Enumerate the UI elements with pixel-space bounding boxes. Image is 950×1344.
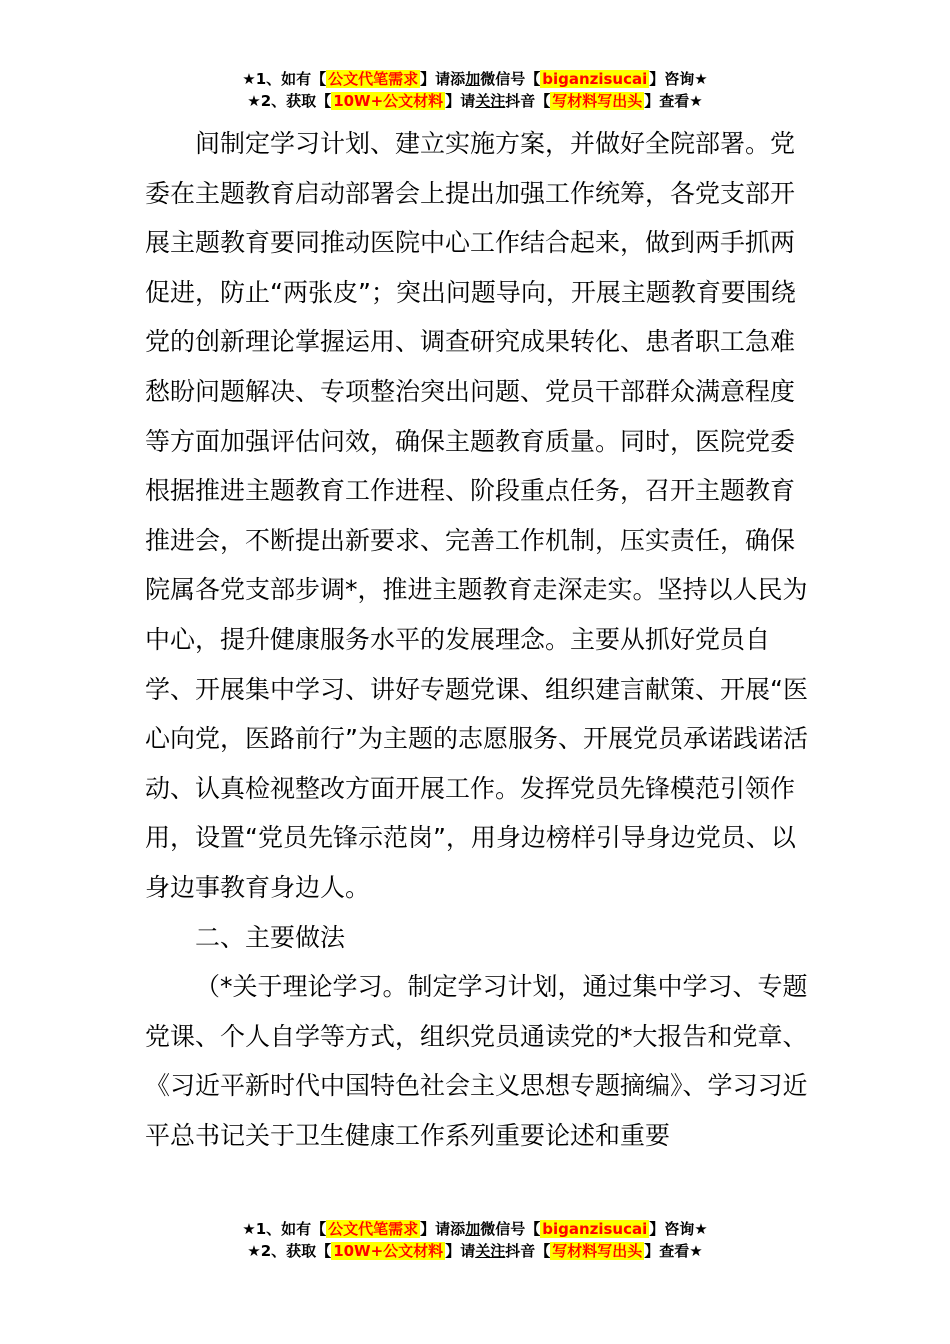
header-notice: [0, 68, 950, 112]
paragraph: （*关于理论学习。制定学习计划，通过集中学习、专题党课、个人自学等方式，组织党员通读党的*大报告和党章、《习近平新时代中国特色社会主义思想专题摘编》、学习习近平总书记关于卫生健康工作系列重要论述和重要: [145, 972, 808, 1150]
notice-text: 抖音【: [505, 1242, 551, 1260]
footer-notice: [0, 1218, 950, 1262]
notice-text: 】请添: [420, 70, 466, 88]
underlined-text: 加: [465, 1220, 481, 1238]
notice-text: ★1、如有【: [242, 70, 327, 88]
section-heading: 二、主要做法: [195, 922, 346, 952]
notice-text: 】请: [445, 1242, 476, 1260]
notice-text: 】请: [445, 92, 476, 110]
paragraph: 间制定学习计划、建立实施方案，并做好全院部署。党委在主题教育启动部署会上提出加强工作统筹，各党支部开展主题教育要同推动医院中心工作结合起来，做到两手抓两促进，防止“两张皮”；突出问题导向，开展主题教育要围绕党的创新理论掌握运用、调查研究成果转化、患者职工急难愁盼问题解决、专项整治突出问题、党员干部群众满意程度等方面加强评估问效，确保主题教育质量。同时，医院党委根据推进主题教育工作进程、阶段重点任务，召开主题教育推进会，不断提出新要求、完善工作机制，压实责任，确保院属各党支部步调*，推进主题教育走深走实。坚持以人民为中心，提升健康服务水平的发展理念。主要从抓好党员自学、开展集中学习、讲好专题党课、组织建言献策、开展“医心向党，医路前行”为主题的志愿服务、开展党员承诺践诺活动、认真检视整改方面开展工作。发挥党员先锋模范引领作用，设置“党员先锋示范岗”，用身边榜样引导身边党员、以身边事教育身边人。: [145, 129, 808, 902]
notice-text: 抖音【: [505, 92, 551, 110]
notice-text: 微信号【: [480, 1220, 541, 1238]
notice-text: 】咨询★: [649, 70, 708, 88]
underlined-text: 关注: [475, 92, 506, 110]
underlined-text: 加: [465, 70, 481, 88]
highlight-text: biganzisucai: [542, 1220, 648, 1238]
notice-line-1: [0, 68, 950, 90]
highlight-text: 写材料写出头: [552, 1242, 643, 1260]
notice-line-1: [0, 1218, 950, 1240]
notice-text: ★1、如有【: [242, 1220, 327, 1238]
notice-text: 】请添: [420, 1220, 466, 1238]
highlight-text: 写材料写出头: [552, 92, 643, 110]
highlight-text: 10W+公文材料: [333, 92, 444, 110]
notice-text: ★2、获取【: [247, 92, 332, 110]
notice-text: 微信号【: [480, 70, 541, 88]
notice-text: 】查看★: [644, 92, 703, 110]
highlight-text: 公文代笔需求: [328, 1220, 419, 1238]
underlined-text: 关注: [475, 1242, 506, 1260]
notice-line-2: [0, 1240, 950, 1262]
notice-text: ★2、获取【: [247, 1242, 332, 1260]
highlight-text: 10W+公文材料: [333, 1242, 444, 1260]
highlight-text: 公文代笔需求: [328, 70, 419, 88]
document-body: [145, 119, 813, 1160]
notice-line-2: [0, 90, 950, 112]
notice-text: 】查看★: [644, 1242, 703, 1260]
notice-text: 】咨询★: [649, 1220, 708, 1238]
highlight-text: biganzisucai: [542, 70, 648, 88]
